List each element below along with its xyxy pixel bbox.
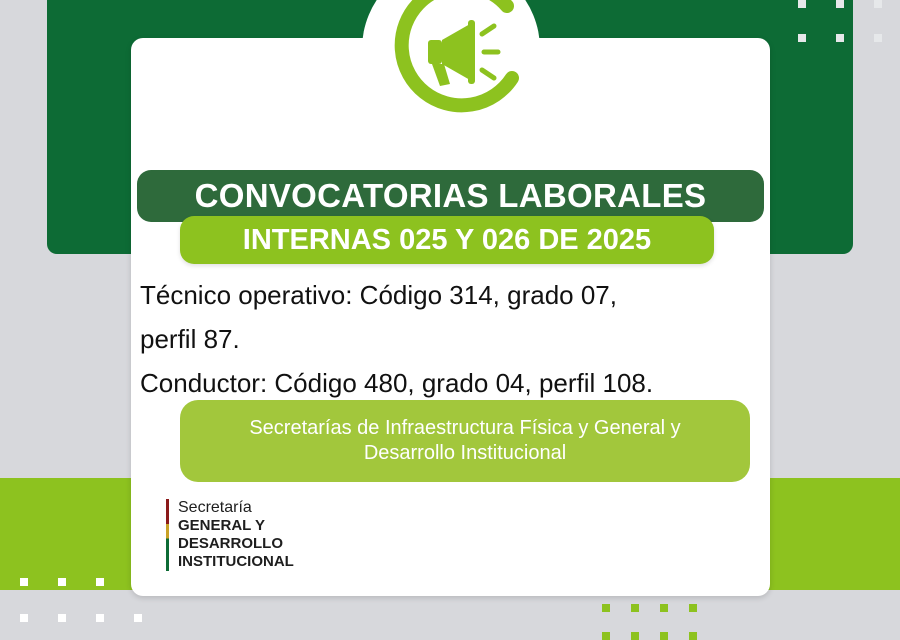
secretaria-logo [166,499,294,571]
title-text: CONVOCATORIAS LABORALES [194,177,707,214]
title-banner [137,170,764,222]
department-line-2: Desarrollo Institucional [363,442,567,464]
megaphone-icon [362,0,540,138]
logo-line-3: DESARROLLO [178,535,283,552]
logo-line-4: INSTITUCIONAL [178,553,294,570]
badge-circle [362,0,540,138]
subtitle-banner [180,216,714,264]
logo-line-1: Secretaría [178,499,252,516]
department-line-1: Secretarías de Infraestructura Física y General y [249,417,681,439]
department-pill [180,400,750,482]
dot-pattern-top-right [798,0,882,8]
logo-color-bar [166,499,169,571]
dot-pattern-bottom-left [20,578,142,622]
job-line-technician: Técnico operativo: Código 314, grado 07, [140,280,617,310]
job-line-technician-cont: perfil 87. [140,324,240,354]
subtitle-text: INTERNAS 025 Y 026 DE 2025 [242,223,652,256]
dot-pattern-top-right-2 [798,34,882,42]
logo-line-2: GENERAL Y [178,517,265,534]
job-line-driver: Conductor: Código 480, grado 04, perfil 108. [140,368,654,398]
